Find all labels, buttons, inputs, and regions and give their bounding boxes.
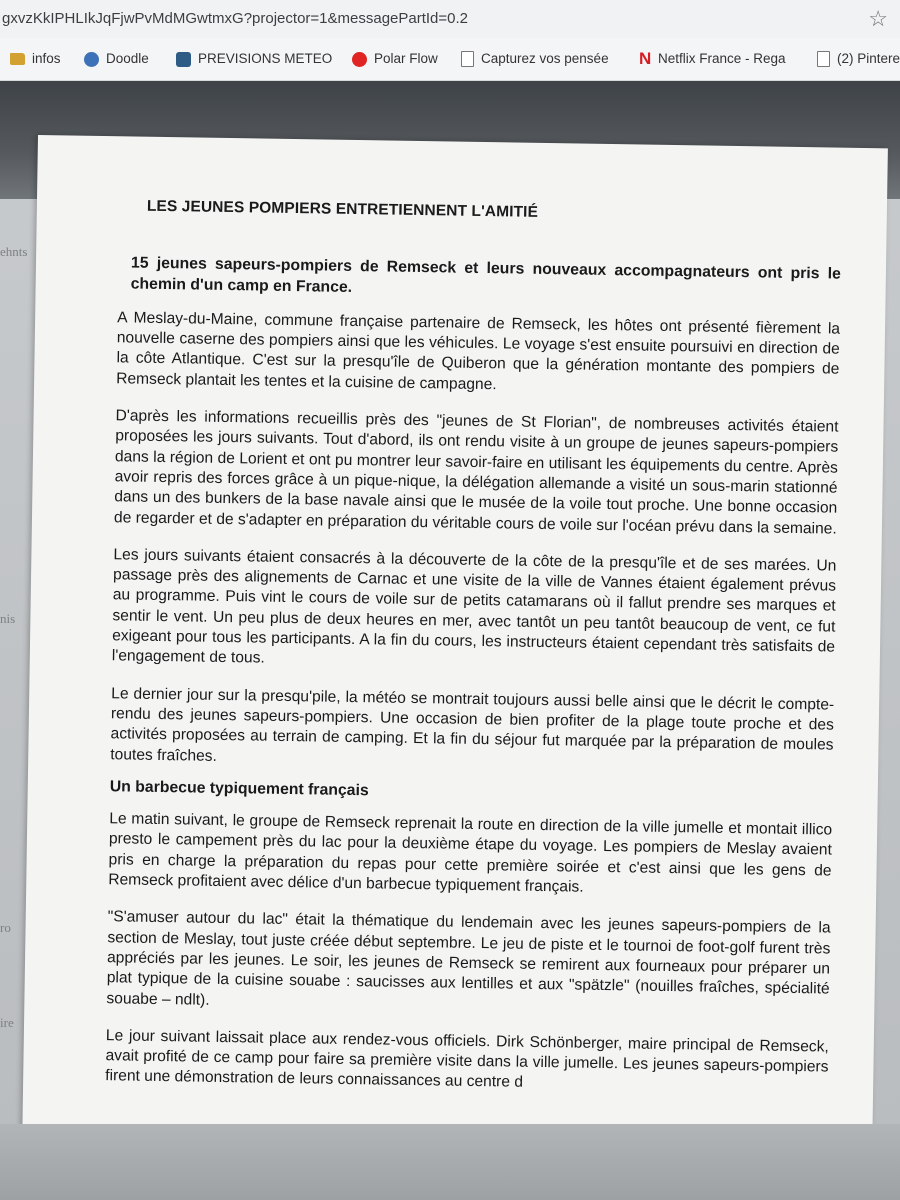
paragraph: Les jours suivants étaient consacrés à la découverte de la côte de la presqu'île et de ses marées. Un passage près des alignements de Carnac et une visite de la ville de Vannes étaient également prévus au programme. Puis vint le cours de voile sur de petits catamarans où il fallut prendre ses marques et sentir le vent. Un peu plus de deux heures en mer, avec tantôt un peu tantôt beaucoup de vent, ce fut exigeant pour tous les participants. A la fin du cours, les instructeurs étaient cependant très satisfaits de l'engagement de tous. xyxy=(111,546,837,667)
paragraph: Le matin suivant, le groupe de Remseck reprenait la route en direction de la ville jumelle et montait illico presto le campement près du lac pour la deuxième étape du voyage. Les pompiers de Meslay avaient pris en charge la préparation du repas pour cette première soirée et c'est ainsi que les gens de Remseck profitaient avec délice d'un barbecue typiquement français. xyxy=(108,810,833,896)
bookmark-polar-flow[interactable] xyxy=(352,48,438,70)
document-title: LES JEUNES POMPIERS ENTRETIENNENT L'AMITIÉ xyxy=(146,197,539,221)
bookmark-label: Netflix France - Rega xyxy=(658,51,786,66)
section-subheading: Un barbecue typiquement français xyxy=(109,778,369,800)
bookmark-capturez[interactable] xyxy=(461,48,609,70)
side-text-fragment: ehnts xyxy=(0,244,28,259)
paragraph: Le jour suivant laissait place aux rendez-vous officiels. Dirk Schönberger, maire principal de Remseck, avait profité de ce camp pour faire sa première visite dans la ville jumelle. Les jeunes sapeurs-pompiers firent une démonstration de leurs connaissances au centre d xyxy=(105,1026,829,1092)
url-text[interactable]: gxvzKkIPHLIkJqFjwPvMdMGwtmxG?projector=1&messagePartId=0.2 xyxy=(2,10,469,27)
bookmark-doodle[interactable] xyxy=(84,48,149,70)
bookmark-star-icon[interactable]: ☆ xyxy=(868,6,888,31)
paragraph: D'après les informations recueillis près des "jeunes de St Florian", de nombreuses activités étaient proposées les jours suivants. Tout d'abord, ils ont rendu visite à un groupe de jeunes sapeurs-pompiers dans la région de Lorient et ont pu montrer leur savoir-faire en utilisant les équipements du centre. Après avoir repris des forces grâce à un pique-nique, la délégation allemande a visité un sous-marin stationné dans un des bunkers de la base navale ainsi que le musée de la voile tout proche. Une bonne occasion de regarder et de s'adapter en préparation du véritable cours de voile sur l'océan prévu dans la semaine. xyxy=(113,407,839,538)
bookmark-label: infos xyxy=(32,51,61,66)
paragraph: "S'amuser autour du lac" était la thématique du lendemain avec les jeunes sapeurs-pompiers de la section de Meslay, tout juste créée début septembre. Le jeu de piste et le tournoi de foot-golf furent très appréciés par les jeunes. Le soir, les jeunes de Remseck se remirent aux fourneaux pour préparer un plat typique de la cuisine souabe : saucisses aux lentilles et aux "spätzle" (nouilles fraîches, spécialité souabe – ndlt). xyxy=(106,908,831,1009)
bookmark-label: Capturez vos pensée xyxy=(481,51,609,66)
bookmark-label: Polar Flow xyxy=(374,51,438,66)
bookmark-label: (2) Pintere xyxy=(837,51,900,66)
side-text-fragment: ro xyxy=(0,920,11,935)
address-bar[interactable] xyxy=(0,0,900,39)
side-text-fragment: nis xyxy=(0,611,16,626)
page-icon xyxy=(461,51,474,67)
bookmark-pinterest[interactable] xyxy=(817,48,900,70)
bookmark-netflix[interactable] xyxy=(639,48,786,70)
document-lead: 15 jeunes sapeurs-pompiers de Remseck et leurs nouveaux accompagnateurs ont pris le chemin d'un camp en France. xyxy=(130,254,842,296)
bottom-bezel xyxy=(0,1124,900,1200)
meteo-icon xyxy=(176,52,191,67)
bookmarks-bar xyxy=(0,38,900,81)
page-icon xyxy=(817,51,830,67)
netflix-icon: N xyxy=(639,49,652,68)
document-page xyxy=(22,135,888,1148)
side-text-fragment: ire xyxy=(0,1015,14,1030)
bookmark-infos[interactable] xyxy=(10,48,61,70)
paragraph: A Meslay-du-Maine, commune française partenaire de Remseck, les hôtes ont présenté fièrement la nouvelle caserne des pompiers ainsi que les véhicules. Le voyage s'est ensuite poursuivi en direction de la côte Atlantique. C'est sur la presqu'île de Quiberon que la génération montante des pompiers de Remseck plantait les tentes et la cuisine de campagne. xyxy=(116,309,841,394)
polar-icon xyxy=(352,52,367,67)
bookmark-previsions-meteo[interactable] xyxy=(176,48,332,70)
document-content xyxy=(105,196,842,1115)
paragraph: Le dernier jour sur la presqu'pile, la météo se montrait toujours aussi belle ainsi que le décrit le compte-rendu des jeunes sapeurs-pompiers. Une occasion de bien profiter de la plage toute proche et des activités proposées au terrain de camping. Et la fin du séjour fut marquée par la préparation de moules toutes fraîches. xyxy=(110,684,835,765)
bookmark-label: Doodle xyxy=(106,51,149,66)
bookmark-label: PREVISIONS METEO xyxy=(198,51,333,66)
doodle-icon xyxy=(84,52,99,67)
folder-icon xyxy=(10,53,25,65)
